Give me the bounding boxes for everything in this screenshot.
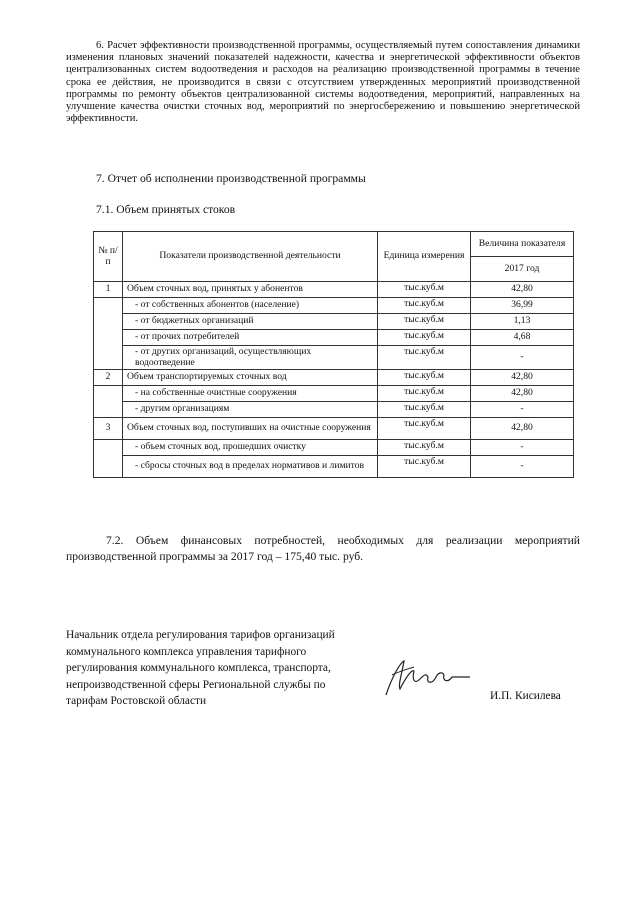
table-row bbox=[94, 456, 574, 478]
row-num: 3 bbox=[94, 418, 123, 440]
paragraph-6: 6. Расчет эффективности производственной программы, осуществляемый путем сопоставления динамики изменения плановых значений показателей надежности, качества и энергетической эффективности объектов централизованных систем водоотведения и расходов на реализацию производственной программы в течение срока ее действия, не производится в связи с отсутствием утвержденных мероприятий производственной программы по ремонту объектов централизованной системы водоотведения, мероприятий, направленных на улучшение качества очистки сточных вод, мероприятий по энергосбережению и повышению энергетической эффективности. bbox=[66, 40, 580, 125]
row-value: - bbox=[471, 440, 574, 456]
row-num: 2 bbox=[94, 370, 123, 386]
table-row bbox=[94, 282, 574, 298]
section-7-title: 7. Отчет об исполнении производственной программы bbox=[96, 172, 366, 185]
row-indicator: Объем сточных вод, принятых у абонентов bbox=[123, 282, 378, 298]
row-num-empty bbox=[94, 440, 123, 478]
row-num-empty bbox=[94, 386, 123, 418]
row-num: 1 bbox=[94, 282, 123, 298]
table-body bbox=[94, 282, 574, 478]
position-line: регулирования коммунального комплекса, транспорта, bbox=[66, 662, 331, 674]
table-row bbox=[94, 370, 574, 386]
section-7-1-title: 7.1. Объем принятых стоков bbox=[96, 203, 236, 216]
row-indicator: - на собственные очистные сооружения bbox=[123, 386, 378, 402]
header-value-group: Величина показателя bbox=[471, 232, 574, 257]
row-value: 42,80 bbox=[471, 386, 574, 402]
wastewater-volume-table bbox=[93, 231, 574, 478]
table-header-row bbox=[94, 232, 574, 257]
row-unit: тыс.куб.м bbox=[378, 298, 471, 314]
paragraph-7-2: 7.2. Объем финансовых потребностей, необходимых для реализации мероприятий производственной программы за 2017 год – 175,40 тыс. руб. bbox=[66, 534, 580, 563]
row-value: 42,80 bbox=[471, 282, 574, 298]
row-indicator: - объем сточных вод, прошедших очистку bbox=[123, 440, 378, 456]
position-line: коммунального комплекса управления тарифного bbox=[66, 645, 307, 658]
row-unit: тыс.куб.м bbox=[378, 456, 471, 478]
table-row bbox=[94, 346, 574, 370]
table-row bbox=[94, 440, 574, 456]
row-unit: тыс.куб.м bbox=[378, 314, 471, 330]
table-row bbox=[94, 418, 574, 440]
position-line: Начальник отдела регулирования тарифов организаций bbox=[66, 629, 335, 641]
row-unit: тыс.куб.м bbox=[378, 418, 471, 440]
signature-position bbox=[66, 627, 386, 710]
row-indicator: - от других организаций, осуществляющих водоотведение bbox=[123, 346, 378, 370]
row-unit: тыс.куб.м bbox=[378, 386, 471, 402]
row-indicator: - от бюджетных организаций bbox=[123, 314, 378, 330]
row-value: 1,13 bbox=[471, 314, 574, 330]
row-value: 36,99 bbox=[471, 298, 574, 314]
row-indicator: - сбросы сточных вод в пределах нормативов и лимитов bbox=[123, 456, 378, 478]
row-unit: тыс.куб.м bbox=[378, 346, 471, 370]
row-indicator: - от прочих потребителей bbox=[123, 330, 378, 346]
row-indicator: Объем сточных вод, поступивших на очистные сооружения bbox=[123, 418, 378, 440]
row-unit: тыс.куб.м bbox=[378, 402, 471, 418]
row-unit: тыс.куб.м bbox=[378, 370, 471, 386]
row-unit: тыс.куб.м bbox=[378, 282, 471, 298]
row-num-empty bbox=[94, 298, 123, 370]
row-indicator: - другим организациям bbox=[123, 402, 378, 418]
position-line: непроизводственной сферы Региональной службы по bbox=[66, 678, 326, 691]
position-line: тарифам Ростовской области bbox=[66, 695, 207, 707]
handwritten-signature bbox=[378, 655, 478, 699]
row-value: - bbox=[471, 456, 574, 478]
table-row bbox=[94, 402, 574, 418]
row-value: - bbox=[471, 402, 574, 418]
header-unit: Единица измерения bbox=[378, 232, 471, 282]
header-num: № п/п bbox=[94, 232, 123, 282]
signer-name: И.П. Кисилева bbox=[490, 690, 561, 702]
row-indicator: Объем транспортируемых сточных вод bbox=[123, 370, 378, 386]
table-row bbox=[94, 386, 574, 402]
table-row bbox=[94, 314, 574, 330]
row-unit: тыс.куб.м bbox=[378, 440, 471, 456]
row-value: 42,80 bbox=[471, 370, 574, 386]
row-indicator: - от собственных абонентов (население) bbox=[123, 298, 378, 314]
row-value: - bbox=[471, 346, 574, 370]
header-indicator: Показатели производственной деятельности bbox=[123, 232, 378, 282]
table-row bbox=[94, 298, 574, 314]
row-unit: тыс.куб.м bbox=[378, 330, 471, 346]
header-year: 2017 год bbox=[471, 257, 574, 282]
table-row bbox=[94, 330, 574, 346]
row-value: 4,68 bbox=[471, 330, 574, 346]
row-value: 42,80 bbox=[471, 418, 574, 440]
